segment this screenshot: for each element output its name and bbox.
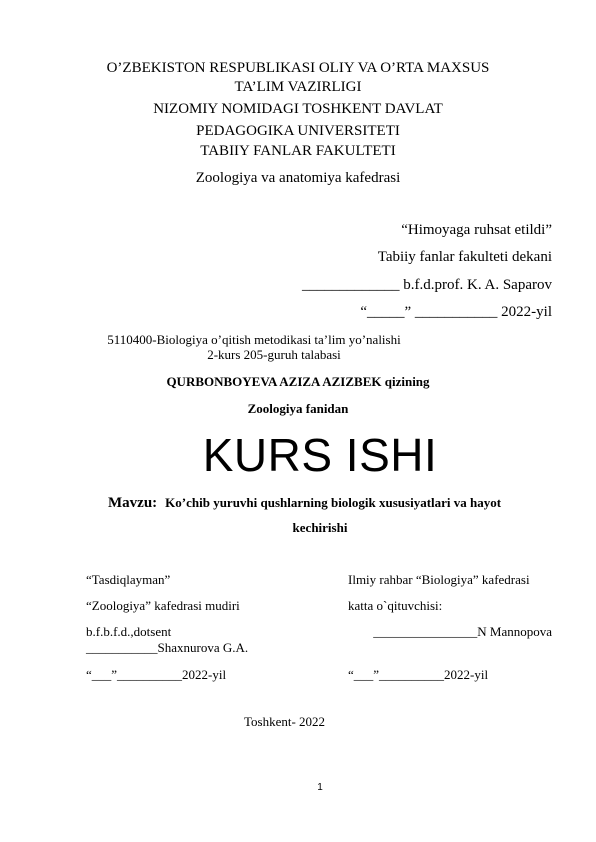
student-program: 5110400-Biologiya o’qitish metodikasi ta’lim yo’nalishi: [107, 332, 401, 347]
left-sign-date: “___”__________2022-yil: [86, 667, 227, 682]
university-line-1: NIZOMIY NOMIDAGI TOSHKENT DAVLAT: [153, 101, 443, 117]
approval-heading: “Himoyaga ruhsat etildi”: [401, 222, 552, 238]
approval-dean: Tabiiy fanlar fakulteti dekani: [377, 249, 552, 265]
department-line: Zoologiya va anatomiya kafedrasi: [195, 170, 401, 186]
left-sign-2: “Zoologiya” kafedrasi mudiri: [86, 598, 240, 613]
document-title: KURS ISHI: [202, 429, 438, 481]
university-line-2: PEDAGOGIKA UNIVERSITETI: [196, 123, 400, 139]
subject-line: Zoologiya fanidan: [247, 401, 349, 416]
approval-signature: _____________ b.f.d.prof. K. A. Saparov: [302, 277, 552, 293]
right-sign-3: ________________N Mannopova: [373, 624, 552, 639]
student-group: 2-kurs 205-guruh talabasi: [207, 347, 341, 362]
topic-text-1: Ko’chib yuruvhi qushlarning biologik xususiyatlari va hayot: [165, 495, 502, 510]
topic-text-2: kechirishi: [292, 520, 348, 535]
topic-line: [108, 494, 501, 512]
ministry-line-1: O’ZBEKISTON RESPUBLIKASI OLIY VA O’RTA MAXSUS: [106, 60, 490, 76]
topic-label: Mavzu:: [108, 495, 158, 511]
right-sign-date: “___”__________2022-yil: [348, 667, 489, 682]
left-sign-4: ___________Shaxnurova G.A.: [86, 640, 249, 655]
right-sign-2: katta o`qituvchisi:: [348, 598, 443, 613]
left-sign-3: b.f.b.f.d.,dotsent: [86, 624, 172, 639]
right-sign-1: Ilmiy rahbar “Biologiya” kafedrasi: [348, 572, 530, 587]
student-name: QURBONBOYEVA AZIZA AZIZBEK qizining: [166, 374, 430, 389]
approval-date: “_____” ___________ 2022-yil: [360, 304, 552, 320]
ministry-line-2: TA’LIM VAZIRLIGI: [234, 79, 362, 95]
place-year: Toshkent- 2022: [244, 714, 326, 729]
faculty-line: TABIIY FANLAR FAKULTETI: [200, 143, 396, 159]
left-sign-1: “Tasdiqlayman”: [86, 572, 171, 587]
page-number: 1: [317, 782, 323, 793]
